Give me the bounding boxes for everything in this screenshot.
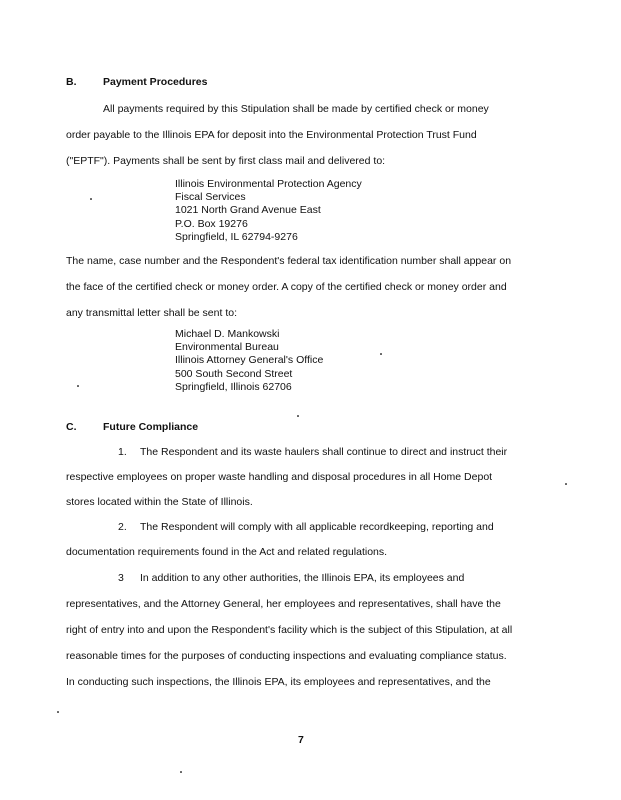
copy-address-block — [175, 328, 323, 394]
section-c-letter: C. — [66, 421, 77, 433]
address2-line: Illinois Attorney General's Office — [175, 354, 324, 367]
item2-line-2: documentation requirements found in the Act and related regulations. — [66, 546, 388, 558]
section-c-title: Future Compliance — [103, 421, 199, 433]
item3-line-5: In conducting such inspections, the Illinois EPA, its employees and representatives, and the — [66, 676, 491, 688]
address2-line: Michael D. Mankowski — [175, 328, 280, 340]
para2-line-1: The name, case number and the Respondent's federal tax identification number shall appear on — [66, 255, 512, 267]
item3-line-2: representatives, and the Attorney General, her employees and representatives, shall have the — [66, 598, 501, 610]
scan-speck — [565, 483, 567, 485]
address1-line: Springfield, IL 62794-9276 — [175, 230, 298, 243]
item1-line-1: The Respondent and its waste haulers shall continue to direct and instruct their — [140, 446, 508, 458]
address1-line: 1021 North Grand Avenue East — [175, 204, 321, 217]
item1-line-3: stores located within the State of Illinois. — [66, 496, 253, 508]
para2-line-2: the face of the certified check or money order. A copy of the certified check or money order and — [66, 281, 507, 293]
address1-line: Fiscal Services — [175, 191, 246, 204]
page-number: 7 — [298, 734, 304, 746]
item3-line-4: reasonable times for the purposes of conducting inspections and evaluating compliance status. — [66, 650, 507, 662]
item2-number: 2. — [118, 521, 127, 533]
item3-line-3: right of entry into and upon the Respondent's facility which is the subject of this Stipulation, at all — [66, 624, 513, 636]
para1-line-2: order payable to the Illinois EPA for deposit into the Environmental Protection Trust Fund — [66, 129, 477, 141]
payment-address-block — [175, 178, 362, 244]
item1-number: 1. — [118, 446, 127, 458]
scan-speck — [57, 711, 59, 713]
address2-line: 500 South Second Street — [175, 367, 293, 380]
scan-speck — [90, 198, 92, 200]
section-b-letter: B. — [66, 76, 77, 88]
item3-number: 3 — [118, 572, 124, 584]
item1-line-2: respective employees on proper waste handling and disposal procedures in all Home Depot — [66, 471, 493, 483]
para1-line-1: All payments required by this Stipulation shall be made by certified check or money — [103, 103, 489, 115]
para1-line-3: ("EPTF"). Payments shall be sent by first class mail and delivered to: — [66, 155, 386, 167]
scan-speck — [180, 771, 182, 773]
item2-line-1: The Respondent will comply with all applicable recordkeeping, reporting and — [140, 521, 494, 533]
address2-line: Springfield, Illinois 62706 — [175, 380, 292, 393]
scan-speck — [380, 353, 382, 355]
address1-line: Illinois Environmental Protection Agency — [175, 178, 362, 190]
section-b-title: Payment Procedures — [103, 76, 208, 88]
para2-line-3: any transmittal letter shall be sent to: — [66, 307, 237, 319]
scan-speck — [297, 415, 299, 417]
item3-line-1: In addition to any other authorities, the Illinois EPA, its employees and — [140, 572, 465, 584]
address2-line: Environmental Bureau — [175, 341, 279, 354]
address1-line: P.O. Box 19276 — [175, 217, 248, 230]
scan-speck — [77, 385, 79, 387]
